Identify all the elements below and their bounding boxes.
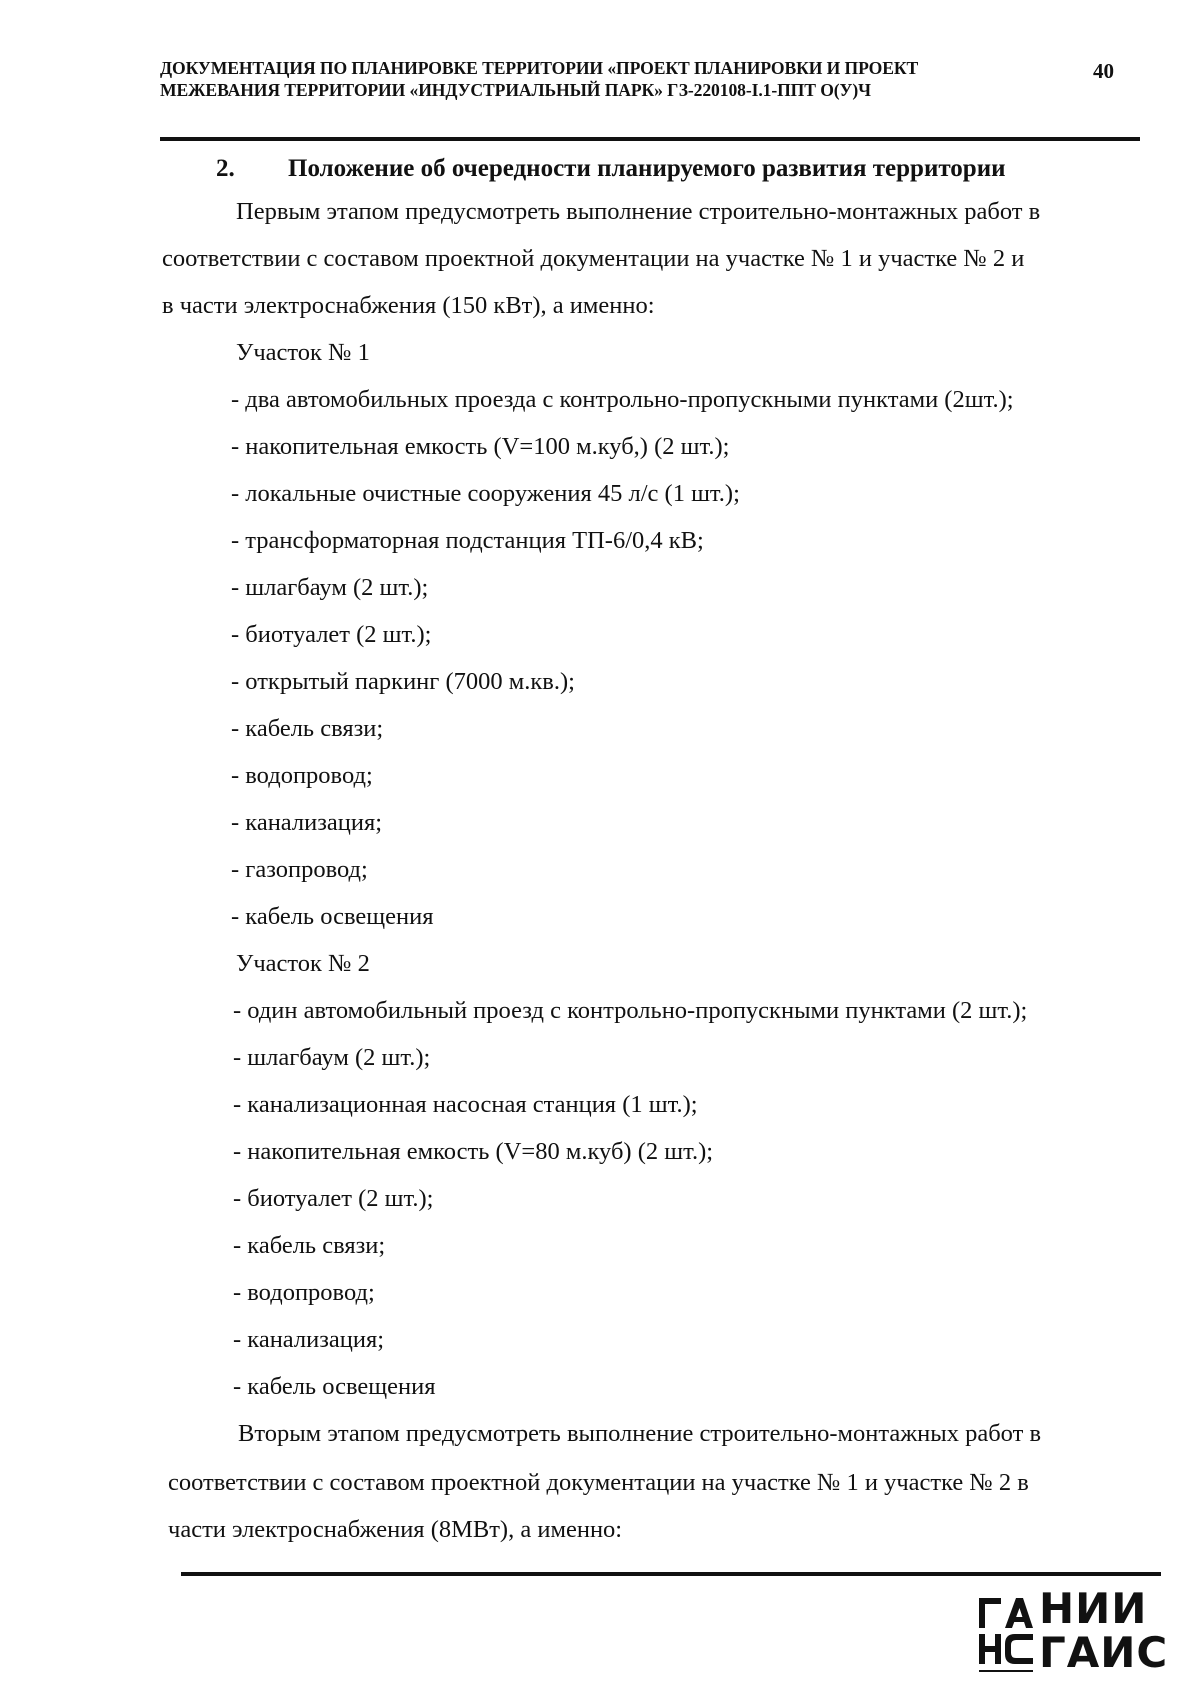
plot1-item: - локальные очистные сооружения 45 л/с (1 шт.); xyxy=(231,480,740,507)
section-heading xyxy=(216,154,1006,184)
plot1-item: - два автомобильных проезда с контрольно-пропускными пунктами (2шт.); xyxy=(231,386,1014,413)
section-title: Положение об очередности планируемого развития территории xyxy=(288,155,1006,182)
plot1-item: - кабель освещения xyxy=(231,903,434,930)
plot1-item: - водопровод; xyxy=(231,762,373,789)
logo-wordmark xyxy=(1039,1584,1169,1677)
plot2-item: - водопровод; xyxy=(233,1279,375,1306)
plot1-item: - биотуалет (2 шт.); xyxy=(231,621,432,648)
section-number: 2. xyxy=(216,155,235,182)
stage1-intro-line-1: Первым этапом предусмотреть выполнение строительно-монтажных работ в xyxy=(236,198,1041,225)
plot1-heading: Участок № 1 xyxy=(236,339,370,366)
header-title-line-2: МЕЖЕВАНИЯ ТЕРРИТОРИИ «ИНДУСТРИАЛЬНЫЙ ПАРК» ГЗ-220108-I.1-ППТ О(У)Ч xyxy=(160,80,871,100)
logo-line-2: ГАИС xyxy=(1039,1628,1169,1677)
logo-line-1: НИИ xyxy=(1039,1584,1148,1633)
footer-divider xyxy=(181,1572,1161,1576)
stage2-intro-line-2: соответствии с составом проектной документации на участке № 1 и участке № 2 в xyxy=(168,1469,1029,1496)
stage1-intro-line-2: соответствии с составом проектной документации на участке № 1 и участке № 2 и xyxy=(162,245,1025,272)
plot2-item: - накопительная емкость (V=80 м.куб) (2 шт.); xyxy=(233,1138,714,1165)
header-divider xyxy=(160,137,1140,141)
plot1-item: - газопровод; xyxy=(231,856,368,883)
gais-logo-mark-icon xyxy=(975,1590,1035,1676)
plot2-item: - кабель связи; xyxy=(233,1232,386,1259)
plot2-item: - шлагбаум (2 шт.); xyxy=(233,1044,431,1071)
plot1-item: - кабель связи; xyxy=(231,715,384,742)
plot2-heading: Участок № 2 xyxy=(236,950,370,977)
page-number: 40 xyxy=(1093,59,1114,83)
plot2-item: - канализационная насосная станция (1 шт.); xyxy=(233,1091,698,1118)
header-title-line-1: ДОКУМЕНТАЦИЯ ПО ПЛАНИРОВКЕ ТЕРРИТОРИИ «ПРОЕКТ ПЛАНИРОВКИ И ПРОЕКТ xyxy=(160,58,919,78)
nii-gais-logo xyxy=(975,1584,1169,1680)
plot2-item: - кабель освещения xyxy=(233,1373,436,1400)
plot1-item: - канализация; xyxy=(231,809,383,836)
document-header xyxy=(160,57,1030,101)
plot2-item: - канализация; xyxy=(233,1326,385,1353)
stage2-intro-line-1: Вторым этапом предусмотреть выполнение строительно-монтажных работ в xyxy=(238,1420,1042,1447)
plot1-item: - шлагбаум (2 шт.); xyxy=(231,574,429,601)
plot2-item: - биотуалет (2 шт.); xyxy=(233,1185,434,1212)
plot1-item: - накопительная емкость (V=100 м.куб,) (2 шт.); xyxy=(231,433,730,460)
stage1-intro-line-3: в части электроснабжения (150 кВт), а именно: xyxy=(162,292,655,319)
plot1-item: - трансформаторная подстанция ТП-6/0,4 кВ; xyxy=(231,527,704,554)
plot1-item: - открытый паркинг (7000 м.кв.); xyxy=(231,668,575,695)
stage2-intro-line-3: части электроснабжения (8МВт), а именно: xyxy=(168,1516,623,1543)
plot2-item: - один автомобильный проезд с контрольно-пропускными пунктами (2 шт.); xyxy=(233,997,1028,1024)
